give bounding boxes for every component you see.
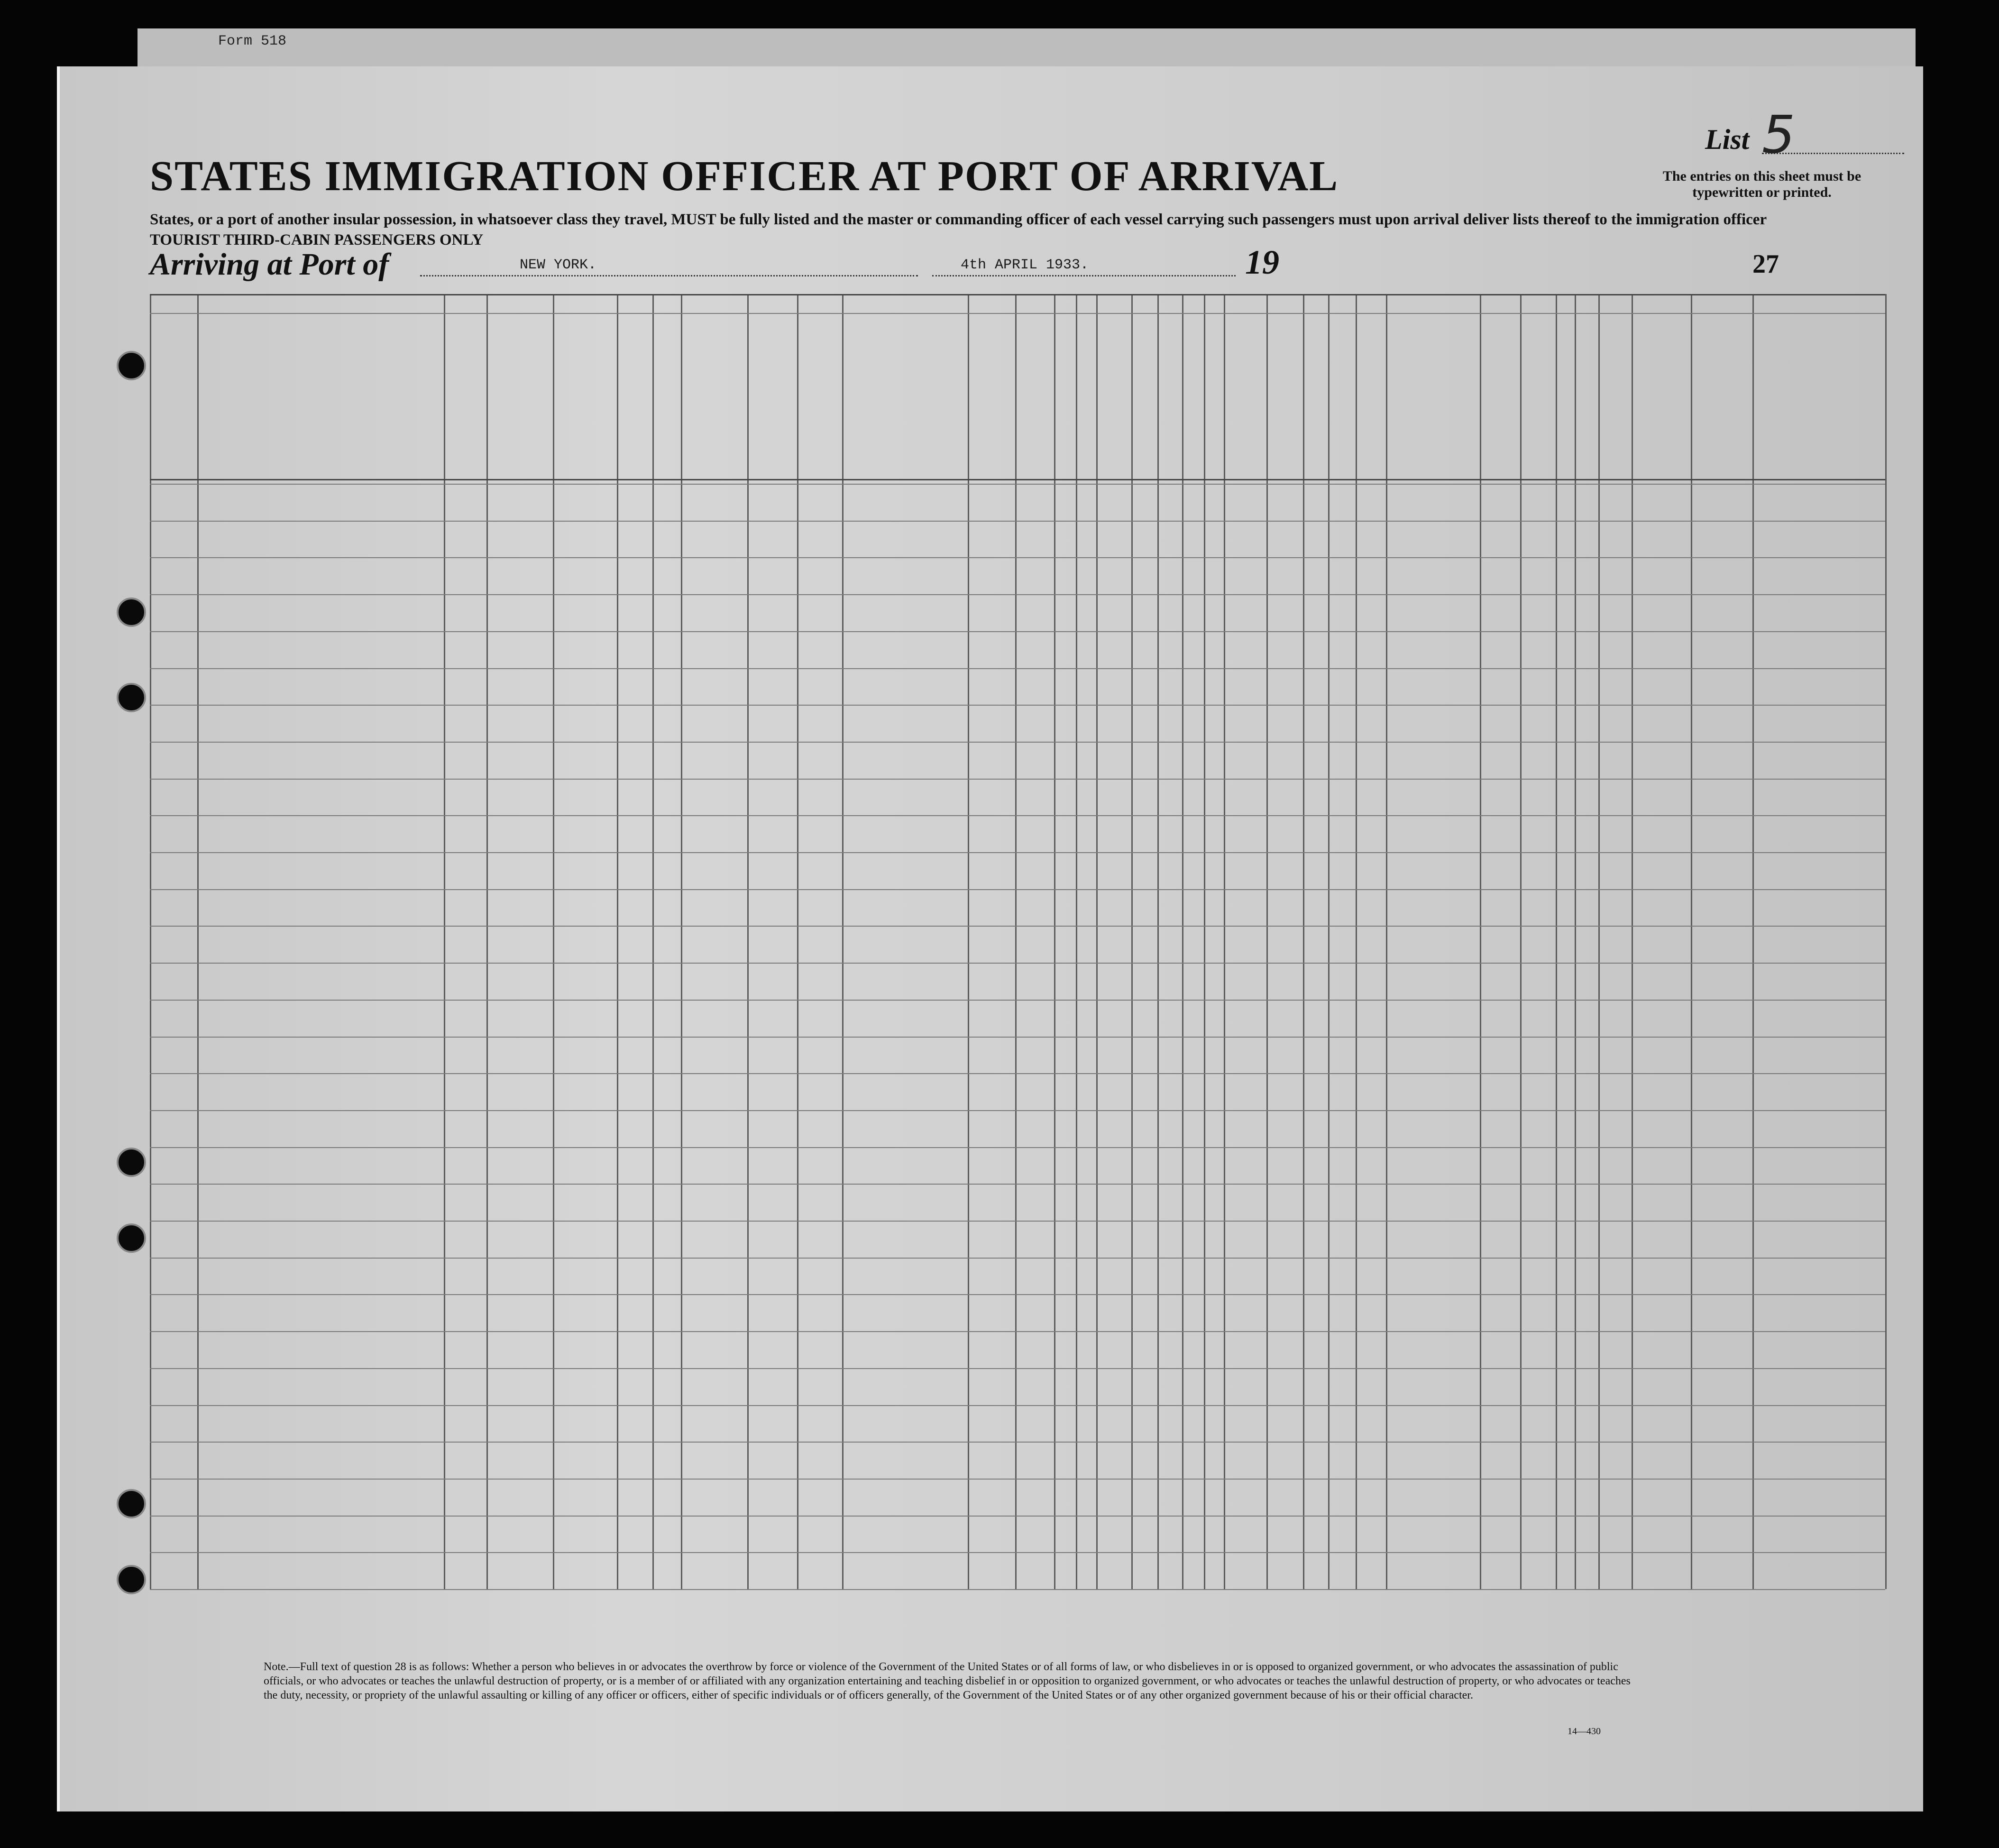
row-rule — [150, 631, 1885, 632]
header-passenger-class: TOURIST THIRD-CABIN PASSENGERS ONLY — [150, 231, 484, 248]
column-rule — [553, 294, 554, 1589]
column-rule — [1266, 294, 1268, 1589]
row-rule — [150, 1552, 1885, 1553]
port-value: NEW YORK. — [520, 257, 597, 273]
column-rule — [1691, 294, 1692, 1589]
row-rule — [150, 779, 1885, 780]
column-rule — [486, 294, 488, 1589]
punch-hole — [117, 351, 146, 380]
row-rule — [150, 1221, 1885, 1222]
column-rule — [1556, 294, 1557, 1589]
punch-hole — [117, 683, 146, 712]
column-rule — [1632, 294, 1633, 1589]
column-rule — [1885, 294, 1887, 1589]
row-rule — [150, 889, 1885, 890]
column-rule — [652, 294, 654, 1589]
page-title: STATES IMMIGRATION OFFICER AT PORT OF ARRIVAL — [150, 153, 1339, 200]
column-rule — [1303, 294, 1304, 1589]
column-rule — [1386, 294, 1387, 1589]
column-rule — [968, 294, 969, 1589]
date-underline — [932, 275, 1236, 276]
column-rule — [1752, 294, 1754, 1589]
column-rule — [1131, 294, 1133, 1589]
column-rule — [1224, 294, 1225, 1589]
row-rule — [150, 594, 1885, 595]
row-rule — [150, 1147, 1885, 1148]
port-underline — [420, 275, 918, 276]
typewrite-note: The entries on this sheet must be typewritten or printed. — [1662, 168, 1861, 200]
column-rule — [1096, 294, 1098, 1589]
row-rule — [150, 1368, 1885, 1369]
column-rule — [842, 294, 844, 1589]
row-rule — [150, 742, 1885, 743]
punch-hole — [117, 598, 146, 627]
arriving-label: Arriving at Port of — [150, 247, 389, 282]
row-rule — [150, 1110, 1885, 1111]
column-rule — [1054, 294, 1055, 1589]
page-number: 27 — [1752, 249, 1779, 279]
column-rule — [1182, 294, 1183, 1589]
row-rule — [150, 926, 1885, 927]
punch-hole — [117, 1223, 146, 1253]
row-rule — [150, 1589, 1885, 1590]
list-label: List — [1705, 124, 1750, 155]
column-rule — [1598, 294, 1600, 1589]
header-bottom-rule — [150, 479, 1885, 480]
year-prefix: 19 — [1245, 243, 1279, 281]
column-rule — [444, 294, 445, 1589]
column-rule — [747, 294, 749, 1589]
header-instructions: States, or a port of another insular possession, in whatsoever class they travel, MUST be fully listed and the master or commanding officer of each vessel carrying such passengers must upon arrival deliver lists thereof to the immigration officer — [150, 211, 1767, 228]
row-rule — [150, 852, 1885, 853]
column-rule — [1575, 294, 1576, 1589]
manifest-sheet — [57, 66, 1923, 1811]
column-rule — [1356, 294, 1357, 1589]
list-number: 5 — [1762, 104, 1795, 165]
punch-hole — [117, 1489, 146, 1518]
row-rule — [150, 1000, 1885, 1001]
row-rule — [150, 1405, 1885, 1406]
manifest-grid — [60, 66, 1923, 1811]
row-rule — [150, 1073, 1885, 1074]
column-rule — [1015, 294, 1017, 1589]
row-rule — [150, 1258, 1885, 1259]
column-rule — [197, 294, 199, 1589]
row-rule — [150, 484, 1885, 485]
column-rule — [617, 294, 618, 1589]
row-rule — [150, 1037, 1885, 1038]
row-rule — [150, 1442, 1885, 1443]
row-rule — [150, 557, 1885, 558]
column-rule — [797, 294, 798, 1589]
row-rule — [150, 963, 1885, 964]
column-rule — [1157, 294, 1159, 1589]
punch-hole — [117, 1565, 146, 1594]
column-rule — [1520, 294, 1522, 1589]
column-rule — [1480, 294, 1481, 1589]
row-rule — [150, 1516, 1885, 1517]
row-rule — [150, 1184, 1885, 1185]
arrival-date: 4th APRIL 1933. — [961, 257, 1089, 273]
row-rule — [150, 1294, 1885, 1295]
colnum-rule — [150, 313, 1885, 314]
row-rule — [150, 668, 1885, 669]
row-rule — [150, 1479, 1885, 1480]
punch-hole — [117, 1148, 146, 1177]
row-rule — [150, 521, 1885, 522]
row-rule — [150, 815, 1885, 816]
row-rule — [150, 705, 1885, 706]
table-top-rule — [150, 294, 1885, 295]
column-rule — [150, 294, 151, 1589]
column-rule — [1204, 294, 1205, 1589]
row-rule — [150, 1331, 1885, 1332]
column-rule — [681, 294, 682, 1589]
column-rule — [1328, 294, 1330, 1589]
footnote-code: 14—430 — [1568, 1726, 1601, 1737]
form-number: Form 518 — [218, 33, 287, 49]
footnote: Note.—Full text of question 28 is as follows: Whether a person who believes in or advocates the overthrow by force or violence of the Government of the United States or of all forms of law, or who disbelieves in or is opposed to organized government, or who advocates the assassination of public officials, or who advocates or teaches the unlawful destruction of property, or is a member of or affiliated with any organization entertaining and teaching disbelief in or opposition to organized government, or who advocates or teaches the unlawful destruction of property, or who advocates or teaches the duty, necessity, or propriety of the unlawful assaulting or killing of any officer or officers, either of specific individuals or of officers generally, of the Government of the United States or of any other organized government because of his or their official character. — [264, 1661, 1631, 1701]
column-rule — [1076, 294, 1077, 1589]
